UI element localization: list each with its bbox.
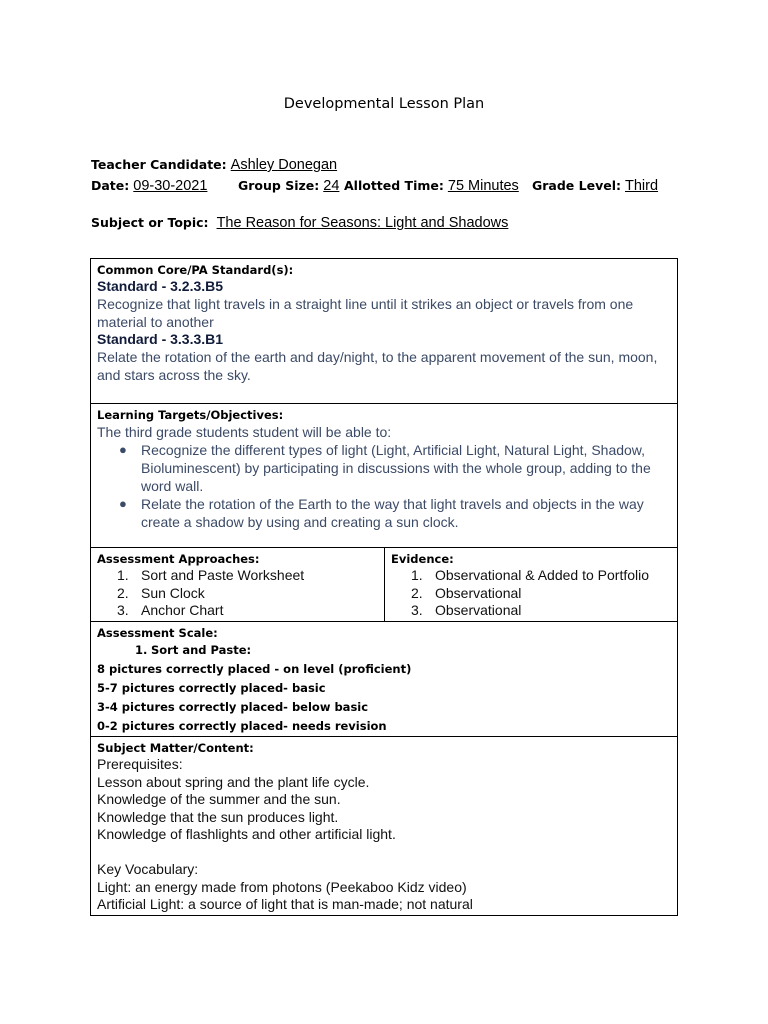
standard-code: Standard - 3.2.3.B5 (97, 278, 224, 294)
standards-label: Common Core/PA Standard(s): (97, 263, 294, 277)
subject-matter-cell (91, 737, 677, 915)
standard-text: Recognize that light travels in a straight line until it strikes an object or travels from one material to another (97, 296, 634, 330)
evidence-label: Evidence: (391, 552, 454, 566)
assessment-approaches-label: Assessment Approaches: (97, 552, 260, 566)
subject-matter-label: Subject Matter/Content: (97, 741, 254, 755)
scale-line: 5-7 pictures correctly placed- basic (97, 681, 326, 695)
lesson-plan-table (90, 258, 678, 916)
allotted-time-label: Allotted Time: (344, 178, 444, 193)
list-item: 2. Observational (411, 584, 522, 601)
bullet-icon: ● (119, 496, 127, 511)
standards-cell (91, 259, 677, 404)
vocabulary-line: Artificial Light: a source of light that is man-made; not natural (97, 896, 473, 912)
list-item: 3. Anchor Chart (117, 602, 224, 618)
assessment-scale-label: Assessment Scale: (97, 626, 218, 640)
objectives-label: Learning Targets/Objectives: (97, 408, 284, 422)
objectives-cell (91, 404, 677, 547)
assessment-approaches-cell (91, 548, 384, 621)
group-size-row (238, 177, 339, 195)
list-item: 1. Observational & Added to Portfolio (411, 567, 650, 583)
date-row (91, 177, 207, 195)
subject-label: Subject or Topic: (91, 215, 209, 230)
list-item: 1. Sort and Paste Worksheet (117, 567, 305, 583)
grade-level-value: Third (625, 178, 659, 194)
list-item (119, 441, 677, 495)
date-label: Date: (91, 178, 130, 193)
prerequisite-line: Knowledge that the sun produces light. (97, 808, 339, 825)
scale-subheading: 1. Sort and Paste: (135, 643, 252, 657)
prerequisite-line: Lesson about spring and the plant life cycle. (97, 773, 370, 790)
prerequisites-heading: Prerequisites: (97, 756, 183, 772)
scale-line: 8 pictures correctly placed - on level (proficient) (97, 662, 412, 676)
subject-row (91, 214, 508, 232)
scale-line: 0-2 pictures correctly placed- needs revision (97, 719, 387, 733)
list-item: 3. Observational (411, 602, 522, 618)
teacher-value: Ashley Donegan (230, 157, 338, 173)
standard-code: Standard - 3.3.3.B1 (97, 331, 224, 347)
date-value: 09-30-2021 (133, 178, 208, 194)
vocabulary-line: Light: an energy made from photons (Peekaboo Kidz video) (97, 878, 467, 895)
teacher-row (91, 156, 337, 174)
grade-level-label: Grade Level: (532, 178, 621, 193)
group-size-label: Group Size: (238, 178, 320, 193)
evidence-cell (385, 548, 677, 621)
list-item (119, 495, 677, 531)
objective-text: Relate the rotation of the Earth to the way that light travels and objects in the way create a shadow by using and creating a sun clock. (141, 496, 644, 530)
approaches-list (97, 567, 384, 620)
grade-level-row (532, 177, 658, 195)
vocabulary-heading: Key Vocabulary: (97, 861, 199, 877)
prerequisite-line: Knowledge of flashlights and other artificial light. (97, 826, 396, 842)
spacer (97, 844, 677, 862)
assessment-scale-cell (91, 622, 677, 736)
group-size-value: 24 (323, 178, 340, 194)
bullet-icon: ● (119, 442, 127, 457)
teacher-label: Teacher Candidate: (91, 157, 227, 172)
evidence-list (391, 567, 677, 620)
list-item: 2. Sun Clock (117, 584, 205, 601)
objectives-intro: The third grade students student will be able to: (97, 424, 392, 440)
subject-value: The Reason for Seasons: Light and Shadows (216, 215, 509, 231)
allotted-time-row (344, 177, 519, 195)
scale-line: 3-4 pictures correctly placed- below basic (97, 700, 369, 714)
objectives-list (97, 441, 677, 531)
document-title: Developmental Lesson Plan (283, 96, 485, 112)
prerequisite-line: Knowledge of the summer and the sun. (97, 791, 341, 807)
allotted-time-value: 75 Minutes (447, 178, 519, 194)
objective-text: Recognize the different types of light (Light, Artificial Light, Natural Light, Shadow, Bioluminescent) by participating in discussions with the whole group, adding to the word wall. (141, 442, 651, 494)
standard-text: Relate the rotation of the earth and day/night, to the apparent movement of the sun, moon, and stars across the sky. (97, 349, 658, 383)
